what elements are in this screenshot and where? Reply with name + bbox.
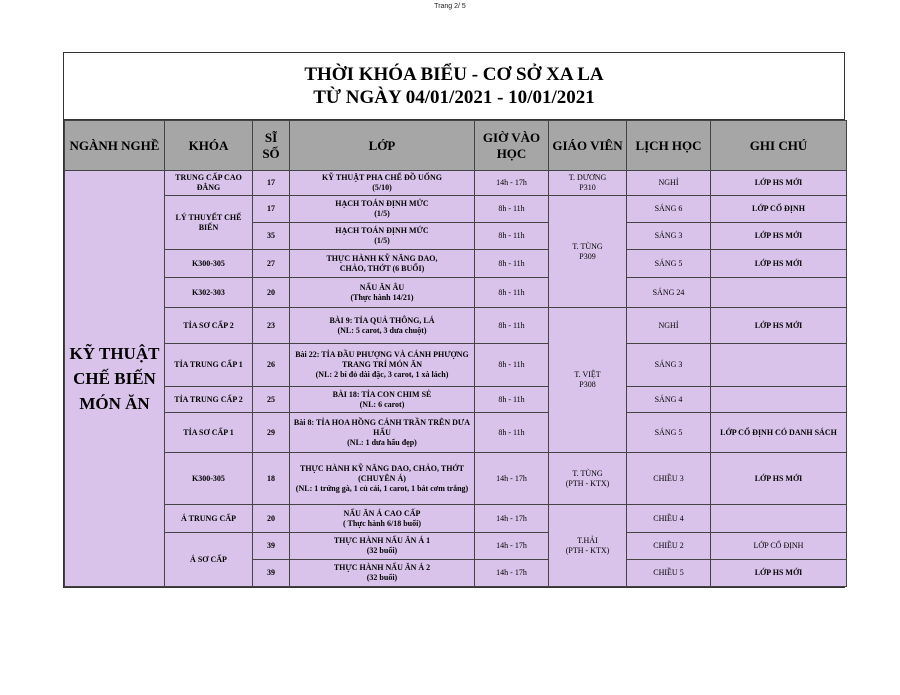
ghichu-cell: [711, 505, 847, 533]
siso-cell: 39: [253, 560, 290, 587]
header-giaovien: GIÁO VIÊN: [549, 121, 627, 171]
lop-detail: (Thực hành 14/21): [350, 292, 414, 302]
siso-cell: 25: [253, 387, 290, 413]
header-gio: GIỜ VÀO HỌC: [475, 121, 549, 171]
table-row: [65, 308, 847, 344]
lop-cell: [290, 308, 475, 344]
gio-cell: 8h - 11h: [475, 278, 549, 308]
khoa-cell: Á SƠ CẤP: [165, 533, 253, 587]
lop-detail: (32 buổi): [366, 546, 398, 555]
title-box: [64, 53, 844, 120]
lich-cell: NGHỈ: [627, 171, 711, 196]
lich-cell: CHIỀU 5: [627, 560, 711, 587]
lop-cell: [290, 387, 475, 413]
lop-detail: (NL: 1 trứng gà, 1 củ cải, 1 carot, 1 bát cơm trắng): [295, 483, 469, 493]
khoa-cell: K300-305: [165, 453, 253, 505]
title-line-2: TỪ NGÀY 04/01/2021 - 10/01/2021: [313, 87, 595, 108]
timetable-sheet: [63, 52, 845, 588]
table-row: [65, 387, 847, 413]
gio-cell: 8h - 11h: [475, 223, 549, 250]
gio-cell: 8h - 11h: [475, 413, 549, 453]
ghichu-cell: [711, 278, 847, 308]
table-row: [65, 171, 847, 196]
lop-name: THỰC HÀNH KỸ NĂNG DAO,: [326, 253, 438, 263]
giaovien-name: T. TÙNG: [572, 241, 603, 251]
khoa-cell: TỈA SƠ CẤP 2: [165, 308, 253, 344]
lop-cell: [290, 344, 475, 387]
lop-cell: [290, 560, 475, 587]
siso-cell: 23: [253, 308, 290, 344]
lop-detail: (1/5): [374, 236, 390, 245]
siso-cell: 29: [253, 413, 290, 453]
lop-detail: ( Thực hành 6/18 buổi): [342, 518, 421, 528]
title-line-1: THỜI KHÓA BIỂU - CƠ SỞ XA LA: [304, 64, 604, 85]
lop-cell: [290, 533, 475, 560]
ghichu-cell: LỚP CỐ ĐỊNH CÓ DANH SÁCH: [711, 413, 847, 453]
timetable: [64, 120, 847, 587]
siso-cell: 27: [253, 250, 290, 278]
lop-cell: [290, 505, 475, 533]
khoa-cell: TỈA TRUNG CẤP 2: [165, 387, 253, 413]
gio-cell: 8h - 11h: [475, 196, 549, 223]
lich-cell: CHIỀU 3: [627, 453, 711, 505]
gio-cell: 14h - 17h: [475, 505, 549, 533]
siso-cell: 26: [253, 344, 290, 387]
khoa-cell: TRUNG CẤP CAO ĐẲNG: [165, 171, 253, 196]
lop-detail: CHẢO, THỚT (6 BUỔI): [339, 263, 425, 273]
giaovien-room: P310: [579, 183, 596, 192]
lich-cell: SÁNG 6: [627, 196, 711, 223]
lop-name: KỸ THUẬT PHA CHẾ ĐỒ UỐNG: [322, 173, 442, 182]
lop-cell: [290, 223, 475, 250]
ghichu-cell: LỚP HS MỚI: [711, 171, 847, 196]
lich-cell: SÁNG 4: [627, 387, 711, 413]
lop-name: Bài 22: TỈA ĐẦU PHƯỢNG VÀ CÁNH PHƯỢNG TRANG TRÍ MÓN ĂN: [295, 350, 469, 369]
giaovien-cell: [549, 308, 627, 453]
giaovien-name: T. TÙNG: [572, 468, 603, 478]
lich-cell: CHIỀU 4: [627, 505, 711, 533]
lop-detail: (5/10): [372, 183, 392, 192]
ghichu-cell: LỚP HS MỚI: [711, 560, 847, 587]
giaovien-cell: [549, 453, 627, 505]
header-row: [65, 121, 847, 171]
lop-detail: (NL: 1 dưa hấu đẹp): [347, 437, 417, 447]
lop-name: THỰC HÀNH KỸ NĂNG DAO, CHẢO, THỚT (CHUYÊN Á): [299, 463, 464, 483]
lop-cell: [290, 196, 475, 223]
table-row: [65, 453, 847, 505]
khoa-cell: LÝ THUYẾT CHẾ BIẾN: [165, 196, 253, 250]
lop-name: Bài 8: TỈA HOA HỒNG CÁNH TRẦN TRÊN DƯA HẤU: [293, 417, 471, 437]
lop-detail: (NL: 6 carot): [359, 399, 405, 409]
ghichu-cell: LỚP HS MỚI: [711, 453, 847, 505]
khoa-cell: Á TRUNG CẤP: [165, 505, 253, 533]
lich-cell: NGHỈ: [627, 308, 711, 344]
table-row: [65, 344, 847, 387]
siso-cell: 35: [253, 223, 290, 250]
lop-cell: [290, 413, 475, 453]
lich-cell: CHIỀU 2: [627, 533, 711, 560]
lop-name: HẠCH TOÁN ĐỊNH MỨC: [335, 199, 429, 208]
lop-cell: [290, 250, 475, 278]
giaovien-cell: [549, 171, 627, 196]
gio-cell: 14h - 17h: [475, 560, 549, 587]
lop-detail: (NL: 2 bí đỏ dài đặc, 3 carot, 1 xà lách): [315, 370, 449, 379]
lop-detail: (1/5): [374, 209, 390, 218]
header-siso: SĨ SỐ: [253, 121, 290, 171]
header-ghichu: GHI CHÚ: [711, 121, 847, 171]
giaovien-room: (PTH - KTX): [565, 545, 610, 555]
ghichu-cell: LỚP CỐ ĐỊNH: [711, 196, 847, 223]
khoa-cell: K300-305: [165, 250, 253, 278]
table-row: [65, 533, 847, 560]
khoa-cell: TỈA SƠ CẤP 1: [165, 413, 253, 453]
lich-cell: SÁNG 5: [627, 250, 711, 278]
header-khoa: KHÓA: [165, 121, 253, 171]
table-row: [65, 278, 847, 308]
header-lop: LỚP: [290, 121, 475, 171]
table-row: [65, 196, 847, 223]
header-lich: LỊCH HỌC: [627, 121, 711, 171]
header-nganh: NGÀNH NGHỀ: [65, 121, 165, 171]
siso-cell: 17: [253, 196, 290, 223]
ghichu-cell: [711, 344, 847, 387]
lop-name: NẤU ĂN ÂU: [359, 282, 405, 292]
gio-cell: 8h - 11h: [475, 344, 549, 387]
ghichu-cell: LỚP HS MỚI: [711, 250, 847, 278]
lop-name: THỰC HÀNH NẤU ĂN Á 2: [333, 563, 431, 572]
table-row: [65, 413, 847, 453]
siso-cell: 17: [253, 171, 290, 196]
gio-cell: 8h - 11h: [475, 250, 549, 278]
lich-cell: SÁNG 24: [627, 278, 711, 308]
lich-cell: SÁNG 3: [627, 344, 711, 387]
ghichu-cell: LỚP CỐ ĐỊNH: [711, 533, 847, 560]
gio-cell: 14h - 17h: [475, 171, 549, 196]
gio-cell: 14h - 17h: [475, 453, 549, 505]
giaovien-name: T. DƯƠNG: [568, 173, 607, 182]
lich-cell: SÁNG 5: [627, 413, 711, 453]
lop-name: BÀI 9: TỈA QUẢ THÔNG, LÁ: [329, 315, 435, 325]
giaovien-cell: [549, 196, 627, 308]
gio-cell: 8h - 11h: [475, 387, 549, 413]
lich-cell: SÁNG 3: [627, 223, 711, 250]
ghichu-cell: LỚP HS MỚI: [711, 223, 847, 250]
lop-name: HẠCH TOÁN ĐỊNH MỨC: [335, 226, 429, 235]
giaovien-name: T.HẢI: [577, 535, 598, 545]
page-number: Trang 2/ 5: [434, 3, 466, 10]
lop-cell: [290, 453, 475, 505]
lop-cell: [290, 278, 475, 308]
ghichu-cell: LỚP HS MỚI: [711, 308, 847, 344]
lop-detail: (NL: 5 carot, 3 dưa chuột): [337, 325, 427, 335]
giaovien-cell: [549, 505, 627, 587]
giaovien-room: P308: [579, 380, 596, 389]
siso-cell: 20: [253, 278, 290, 308]
lop-cell: [290, 171, 475, 196]
nganh-cell: KỸ THUẬT CHẾ BIẾN MÓN ĂN: [65, 171, 165, 587]
giaovien-name: T. VIỆT: [574, 370, 601, 379]
table-row: [65, 505, 847, 533]
ghichu-cell: [711, 387, 847, 413]
siso-cell: 39: [253, 533, 290, 560]
lop-name: NẤU ĂN Á CAO CẤP: [343, 508, 421, 518]
lop-name: BÀI 18: TỈA CON CHIM SẺ: [332, 389, 432, 399]
khoa-cell: TỈA TRUNG CẤP 1: [165, 344, 253, 387]
lop-detail: (32 buổi): [366, 573, 398, 582]
giaovien-room: (PTH - KTX): [565, 478, 610, 488]
gio-cell: 14h - 17h: [475, 533, 549, 560]
giaovien-room: P309: [579, 251, 596, 261]
gio-cell: 8h - 11h: [475, 308, 549, 344]
table-row: [65, 250, 847, 278]
lop-name: THỰC HÀNH NẤU ĂN Á 1: [333, 536, 431, 545]
siso-cell: 18: [253, 453, 290, 505]
siso-cell: 20: [253, 505, 290, 533]
khoa-cell: K302-303: [165, 278, 253, 308]
